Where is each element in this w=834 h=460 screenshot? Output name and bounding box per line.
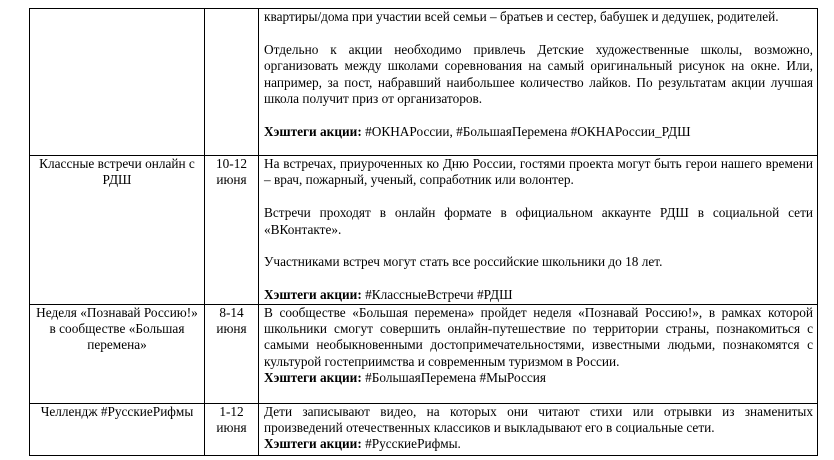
table-row bbox=[30, 403, 818, 455]
event-date-cell bbox=[205, 304, 259, 403]
event-name-cell bbox=[30, 156, 205, 305]
description-paragraph: Встречи проходят в онлайн формате в официальном аккаунте РДШ в социальной сети «ВКонтакте». bbox=[264, 205, 813, 237]
hashtags-value: #ОКНАРоссии, #БольшаяПеремена #ОКНАРоссии_РДШ bbox=[361, 123, 691, 139]
hashtags-line bbox=[264, 287, 813, 303]
hashtags-line bbox=[264, 436, 813, 452]
hashtags-label: Хэштеги акции: bbox=[264, 370, 362, 386]
hashtags-value: #РусскиеРифмы. bbox=[361, 436, 461, 452]
table-row bbox=[30, 304, 818, 403]
description-paragraph: В сообществе «Большая перемена» пройдет неделя «Познавай Россию!», в рамках которой школьники смогут совершить онлайн-путешествие по территории страны, познакомиться с самыми необыкновенными достопримечательностями, известными людьми, познакомятся с культурой гостеприимства и современным туризмом в России. bbox=[264, 304, 813, 369]
table-row bbox=[30, 156, 818, 305]
description-paragraph: На встречах, приуроченных ко Дню России, гостями проекта могут быть герои нашего времени – врач, пожарный, ученый, сопработник или волонтер. bbox=[264, 156, 813, 188]
event-date: 1-12 июня bbox=[216, 403, 247, 436]
event-name: Неделя «Познавай Россию!» в сообществе «Большая перемена» bbox=[36, 304, 198, 353]
event-date-cell bbox=[205, 9, 259, 156]
description-paragraph: Отдельно к акции необходимо привлечь Детские художественные школы, возможно, организовать между школами соревнования на самый оригинальный рисунок на окне. Или, например, за пост, набравший наибольшее количество лайков. По результатам акции лучшая школа получит приз от организаторов. bbox=[264, 41, 813, 107]
description-paragraph: Дети записывают видео, на которых они читают стихи или отрывки из знаменитых произведений отечественных классиков и выкладывают его в социальные сети. bbox=[264, 403, 813, 436]
description-paragraph: квартиры/дома при участии всей семьи – братьев и сестер, бабушек и дедушек, родителей. bbox=[264, 9, 779, 24]
description-paragraph: Участниками встреч могут стать все российские школьники до 18 лет. bbox=[264, 254, 663, 270]
hashtags-value: #КлассныеВстречи #РДШ bbox=[361, 287, 513, 303]
hashtags-label: Хэштеги акции: bbox=[264, 287, 362, 303]
event-name: Челлендж #РусскиеРифмы bbox=[40, 403, 194, 419]
event-name-cell bbox=[30, 9, 205, 156]
hashtags-value: #БольшаяПеремена #МыРоссия bbox=[361, 370, 547, 386]
event-date-cell bbox=[205, 156, 259, 305]
event-description-cell bbox=[259, 403, 818, 455]
hashtags-line bbox=[264, 124, 813, 140]
events-table bbox=[29, 8, 818, 456]
event-description-cell bbox=[259, 9, 818, 156]
event-name-cell bbox=[30, 403, 205, 455]
event-date: 10-12 июня bbox=[215, 156, 248, 188]
event-name: Классные встречи онлайн с РДШ bbox=[39, 156, 195, 188]
table-row bbox=[30, 9, 818, 156]
event-description-cell bbox=[259, 156, 818, 305]
event-description-cell bbox=[259, 304, 818, 403]
event-date: 8-14 июня bbox=[216, 304, 247, 337]
hashtags-label: Хэштеги акции: bbox=[264, 436, 362, 452]
hashtags-line bbox=[264, 370, 813, 386]
event-name-cell bbox=[30, 304, 205, 403]
event-date-cell bbox=[205, 403, 259, 455]
hashtags-label: Хэштеги акции: bbox=[264, 123, 362, 139]
